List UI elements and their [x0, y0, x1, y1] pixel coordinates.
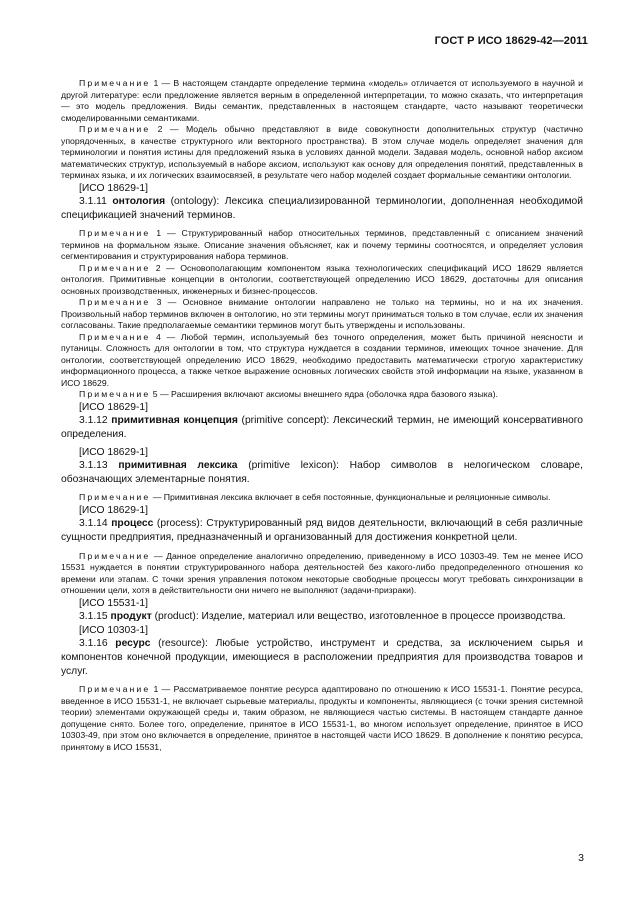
term-name: примитивная лексика	[118, 460, 238, 472]
reference: [ИСО 18629-1]	[79, 401, 148, 413]
reference: [ИСО 10303-1]	[79, 624, 148, 636]
term-3-1-11: 3.1.11 онтология (ontology): Лексика специализированной терминологии, дополненная необходимой спецификацией значений терминов.	[61, 196, 583, 221]
term-name: ресурс	[115, 638, 151, 650]
note-process: Примечание — Данное определение аналогично определению, приведенному в ИСО 10303-49. Тем не менее ИСО 15531 нуждается в понятии структурированного набора деятельностей без какого-либо предопределенного отношения ко времени или этапам. С точки зрения управления потоком некоторые свободные процессы могут требовать синхронизации в отношении цели, хотя в действительности они ничего не выполняют (задачи-призраки).	[61, 550, 583, 596]
term-name: процесс	[111, 518, 154, 530]
term-name: примитивная концепция	[111, 415, 238, 427]
note-ontology-5: Примечание 5 — Расширения включают аксиомы внешнего ядра (оболочка ядра базового языка).	[79, 389, 498, 400]
note-primitive-lexicon: Примечание — Примитивная лексика включает в себя постоянные, функциональные и реляционные символы.	[79, 492, 551, 503]
term-3-1-14: 3.1.14 процесс (process): Структурированный ряд видов деятельности, включающий в себя различные сущности предприятия, предназначенный и организованный для достижения конкретной цели.	[61, 518, 583, 544]
term-3-1-12: 3.1.12 примитивная концепция (primitive concept): Лексический термин, не имеющий консервативного определения.	[61, 415, 583, 440]
reference: [ИСО 18629-1]	[79, 504, 148, 516]
term-name: продукт	[110, 611, 152, 623]
note-model-2: Примечание 2 — Модель обычно представляют в виде совокупности дополнительных структур (частично упорядоченных, в качестве структурного или векторного пространства). В этом случае модель определяет значения для терминологии и понятия истины для предложений языка в условиях данной модели. Задавая модель, основной набор аксиом математических структур, используемый в наборе аксиом, используют как основу для определения понятий, представленных в терминах языка, и их логических взаимосвязей, в результате чего набор моделей создает формальные семантики онтологии.	[61, 124, 583, 180]
reference: [ИСО 18629-1]	[79, 446, 148, 458]
term-name: онтология	[112, 196, 166, 208]
document-header: ГОСТ Р ИСО 18629-42—2011	[434, 35, 588, 47]
page-number: 3	[578, 852, 584, 864]
reference: [ИСО 18629-1]	[79, 182, 148, 194]
note-ontology-1: Примечание 1 — Структурированный набор относительных терминов, представленный с описанием значений терминов на формальном языке. Описание значения объясняет, как и почему термины соотносятся, и определяет условия сегментирования и структурирования набора терминов.	[61, 228, 583, 262]
term-3-1-13: 3.1.13 примитивная лексика (primitive lexicon): Набор символов в нелогическом словаре, обозначающих элементарные понятия.	[61, 460, 583, 485]
note-ontology-2: Примечание 2 — Основополагающим компонентом языка технологических спецификаций ИСО 18629 является онтология. Примитивные концепции в онтологии, соответствующей определению ИСО 18629, достаточны для описания основных производственных, инженерных и бизнес-процессов.	[61, 262, 583, 296]
note-model-1: Примечание 1 — В настоящем стандарте определение термина «модель» отличается от используемого в научной и другой литературе: если предложение является верным в определенной интерпретации, то можно сказать, что интерпретация — это модель предложения. Виды семантик, представленных в настоящем стандарте, часто называют теоретически смоделированными семантиками.	[61, 78, 583, 123]
reference: [ИСО 15531-1]	[79, 597, 148, 609]
note-resource-1: Примечание 1 — Рассматриваемое понятие ресурса адаптировано по отношению к ИСО 15531-1. Понятие ресурса, введенное в ИСО 15531-1, не включает сырьевые материалы, продукты и компоненты, являющиеся (с точки зрения системной теории) элементами окружающей среды и, таким образом, не являющиеся частью системы. В настоящем стандарте данное допущение снято. Более того, определение, принятое в ИСО 15531-1, во многом использует определение, принятое в ИСО 10303-49, при этом оно включается в определение, принятое в настоящей части ИСО 18629. В дополнение к понятию ресурса, принятому в ИСО 15531,	[61, 684, 583, 752]
document-body	[61, 78, 583, 753]
note-ontology-4: Примечание 4 — Любой термин, используемый без точного определения, может быть причиной неясности и путаницы. Сложность для онтологии в том, что структура нуждается в создании терминов, имеющих точное значение. Для онтологии, соответствующей определению ИСО 18629, необходимо предоставить математически строгую характеристику информационного процесса, а также четкое выражение основных логических свойств этой информации на языке, указанном в ИСО 18629.	[61, 331, 583, 388]
term-3-1-16: 3.1.16 ресурс (resource): Любые устройство, инструмент и средства, за исключением сырья и компонентов конечной продукции, имеющиеся в расположении предприятия для производства товаров и услуг.	[61, 638, 583, 677]
note-ontology-3: Примечание 3 — Основное внимание онтологии направлено не только на термины, но и на их значения. Произвольный набор терминов включен в онтологию, но эти термины могут приниматься только в том случае, если их значения согласованы. Такие предполагаемые семантики терминов могут быть утверждены и использованы.	[61, 297, 583, 331]
term-3-1-15: 3.1.15 продукт (product): Изделие, материал или вещество, изготовленное в процессе производства.	[79, 611, 566, 623]
